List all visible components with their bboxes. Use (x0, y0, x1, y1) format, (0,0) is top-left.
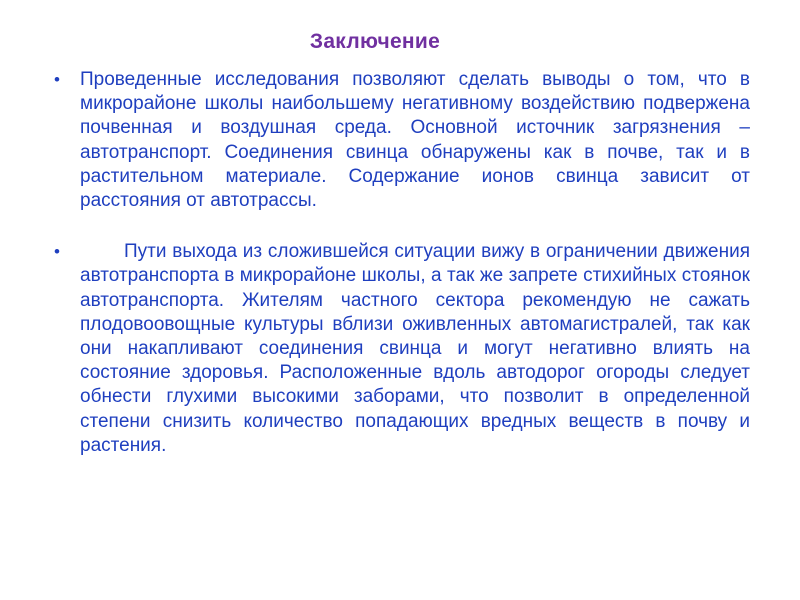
bullet-text: Проведенные исследования позволяют сделать выводы о том, что в микрорайоне школы наибольшему негативному воздействию подвержена почвенная и воздушная среда. Основной источник загрязнения – автотранспорт. Соединения свинца обнаружены как в почве, так и в растительном материале. Содержание ионов свинца зависит от расстояния от автотрассы. (80, 69, 750, 212)
bullet-list (50, 68, 750, 458)
slide-title: Заключение (309, 30, 441, 53)
bullet-marker: • (54, 70, 60, 89)
bullet-marker: • (54, 242, 60, 262)
bullet-item-solutions (50, 240, 750, 458)
bullet-text-container (80, 240, 750, 458)
bullet-item-conclusions (50, 68, 750, 213)
bullet-text: Пути выхода из сложившейся ситуации вижу в ограничении движения автотранспорта в микрорайоне школы, а так же запрете стихийных стоянок автотранспорта. Жителям частного сектора рекомендую не сажать плодовоовощные культуры вблизи оживленных автомагистралей, так как они накапливают соединения свинца и могут негативно влиять на состояние здоровья. Расположенные вдоль автодорог огороды следует обнести глухими высокими заборами, что позволит в определенной степени снизить количество попадающих вредных веществ в почву и растения. (80, 241, 750, 456)
